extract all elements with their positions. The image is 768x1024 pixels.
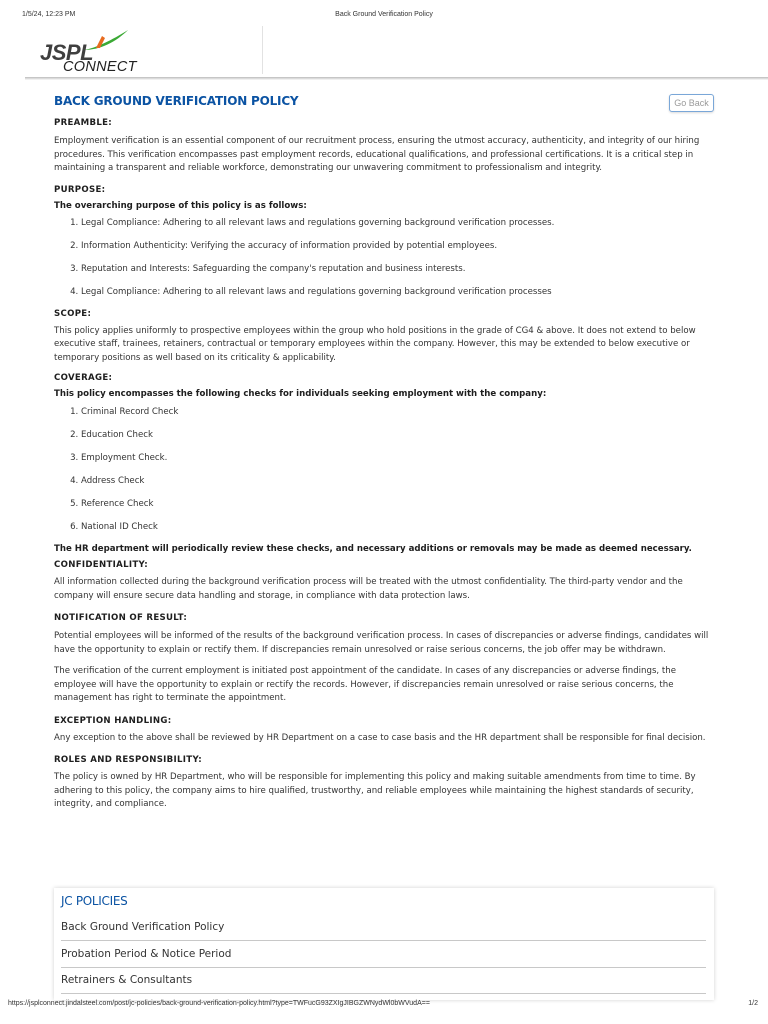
notification-text-1: Potential employees will be informed of the results of the background verification process. In cases of discrepancies or adverse findings, candidates will have the opportunity to explain or rectify them. If discrepancies remain unresolved or raise serious concerns, the job offer may be withdrawn.	[54, 631, 709, 655]
coverage-item: 2. Education Check	[81, 429, 716, 441]
logo-jspl-text: JSPL	[40, 40, 94, 65]
logo-connect-text: CONNECT	[63, 59, 137, 75]
preamble-text: Employment verification is an essential component of our recruitment process, ensuring the utmost accuracy, authenticity, and integrity of our hiring procedures. This verification encompasses past employment records, educational qualifications, and professional certifications. It is a critical step in maintaining a transparent and reliable workforce, demonstrating our unwavering commitment to professionalism and integrity.	[54, 136, 700, 173]
purpose-heading: PURPOSE:	[54, 184, 106, 195]
policy-link-probation[interactable]: Probation Period & Notice Period	[61, 941, 706, 968]
preamble-heading: PREAMBLE:	[54, 118, 113, 128]
notification-text-2: The verification of the current employment is initiated post appointment of the candidate. In cases of any discrepancies or adverse findings, the employee will have the opportunity to explain or rectify the records. However, if discrepancies remain unresolved or raise serious concerns, the management has right to terminate the appointment.	[54, 666, 677, 703]
print-header	[22, 11, 746, 23]
page-title: BACK GROUND VERIFICATION POLICY	[54, 94, 299, 108]
coverage-item: 5. Reference Check	[81, 498, 716, 510]
jc-policies-title: JC POLICIES	[61, 894, 128, 908]
coverage-item: 4. Address Check	[81, 475, 716, 487]
go-back-button[interactable]: Go Back	[669, 94, 714, 112]
coverage-intro: This policy encompasses the following checks for individuals seeking employment with the company:	[54, 389, 547, 399]
header-shadow	[25, 77, 768, 80]
scope-text: This policy applies uniformly to prospective employees within the group who hold positions in the grade of CG4 & above. It does not extend to below executive staff, trainees, retainers, contractual or temporary employees within the company. However, this may be extended to below executive or temporary positions as well based on its criticality & applicability.	[54, 325, 696, 363]
jc-policies-panel	[54, 888, 714, 1000]
print-page-number: 1/2	[748, 1000, 758, 1007]
coverage-item: 1. Criminal Record Check	[81, 406, 716, 418]
coverage-item: 3. Employment Check.	[81, 452, 716, 464]
header-divider	[262, 26, 263, 74]
print-footer	[8, 1000, 758, 1012]
policy-link-bgv[interactable]: Back Ground Verification Policy	[61, 914, 706, 941]
purpose-item: 4. Legal Compliance: Adhering to all relevant laws and regulations governing background verification processes	[81, 286, 716, 298]
exception-text: Any exception to the above shall be reviewed by HR Department on a case to case basis and the HR department shall be responsible for final decision.	[54, 732, 706, 743]
print-date: 1/5/24, 12:23 PM	[22, 11, 76, 18]
notification-heading: NOTIFICATION OF RESULT:	[54, 613, 188, 623]
purpose-item: 1. Legal Compliance: Adhering to all relevant laws and regulations governing background verification processes.	[81, 217, 716, 229]
roles-heading: ROLES AND RESPONSIBILITY:	[54, 755, 202, 765]
policy-link-retainers[interactable]: Retrainers & Consultants	[61, 967, 706, 994]
site-header	[25, 24, 768, 77]
confidentiality-heading: CONFIDENTIALITY:	[54, 560, 149, 570]
coverage-note: The HR department will periodically review these checks, and necessary additions or removals may be made as deemed necessary.	[54, 544, 692, 554]
roles-text: The policy is owned by HR Department, who will be responsible for implementing this policy and making suitable amendments from time to time. By adhering to this policy, the company aims to hire qualified, trustworthy, and reliable employees while maintaining the highest standards of security, integrity, and compliance.	[54, 772, 696, 809]
confidentiality-text: All information collected during the background verification process will be treated with the utmost confidentiality. The third-party vendor and the company will ensure secure data handling and storage, in compliance with data protection laws.	[54, 577, 683, 601]
exception-heading: EXCEPTION HANDLING:	[54, 715, 172, 726]
coverage-heading: COVERAGE:	[54, 373, 113, 383]
coverage-item: 6. National ID Check	[81, 521, 716, 533]
purpose-item: 2. Information Authenticity: Verifying the accuracy of information provided by potential employees.	[81, 240, 716, 252]
jspl-connect-logo[interactable]	[40, 28, 150, 74]
purpose-list	[54, 217, 716, 298]
coverage-list	[54, 406, 716, 533]
purpose-intro: The overarching purpose of this policy is as follows:	[54, 200, 307, 211]
print-title: Back Ground Verification Policy	[335, 11, 433, 18]
purpose-item: 3. Reputation and Interests: Safeguarding the company's reputation and business interests.	[81, 263, 716, 275]
print-url: https://jsplconnect.jindalsteel.com/post/jc-policies/back-ground-verification-policy.html?type=TWFucG93ZXIgJIBGZWNydWl0bWVudA==	[8, 1000, 430, 1007]
policy-content	[54, 94, 716, 812]
scope-heading: SCOPE:	[54, 308, 92, 319]
